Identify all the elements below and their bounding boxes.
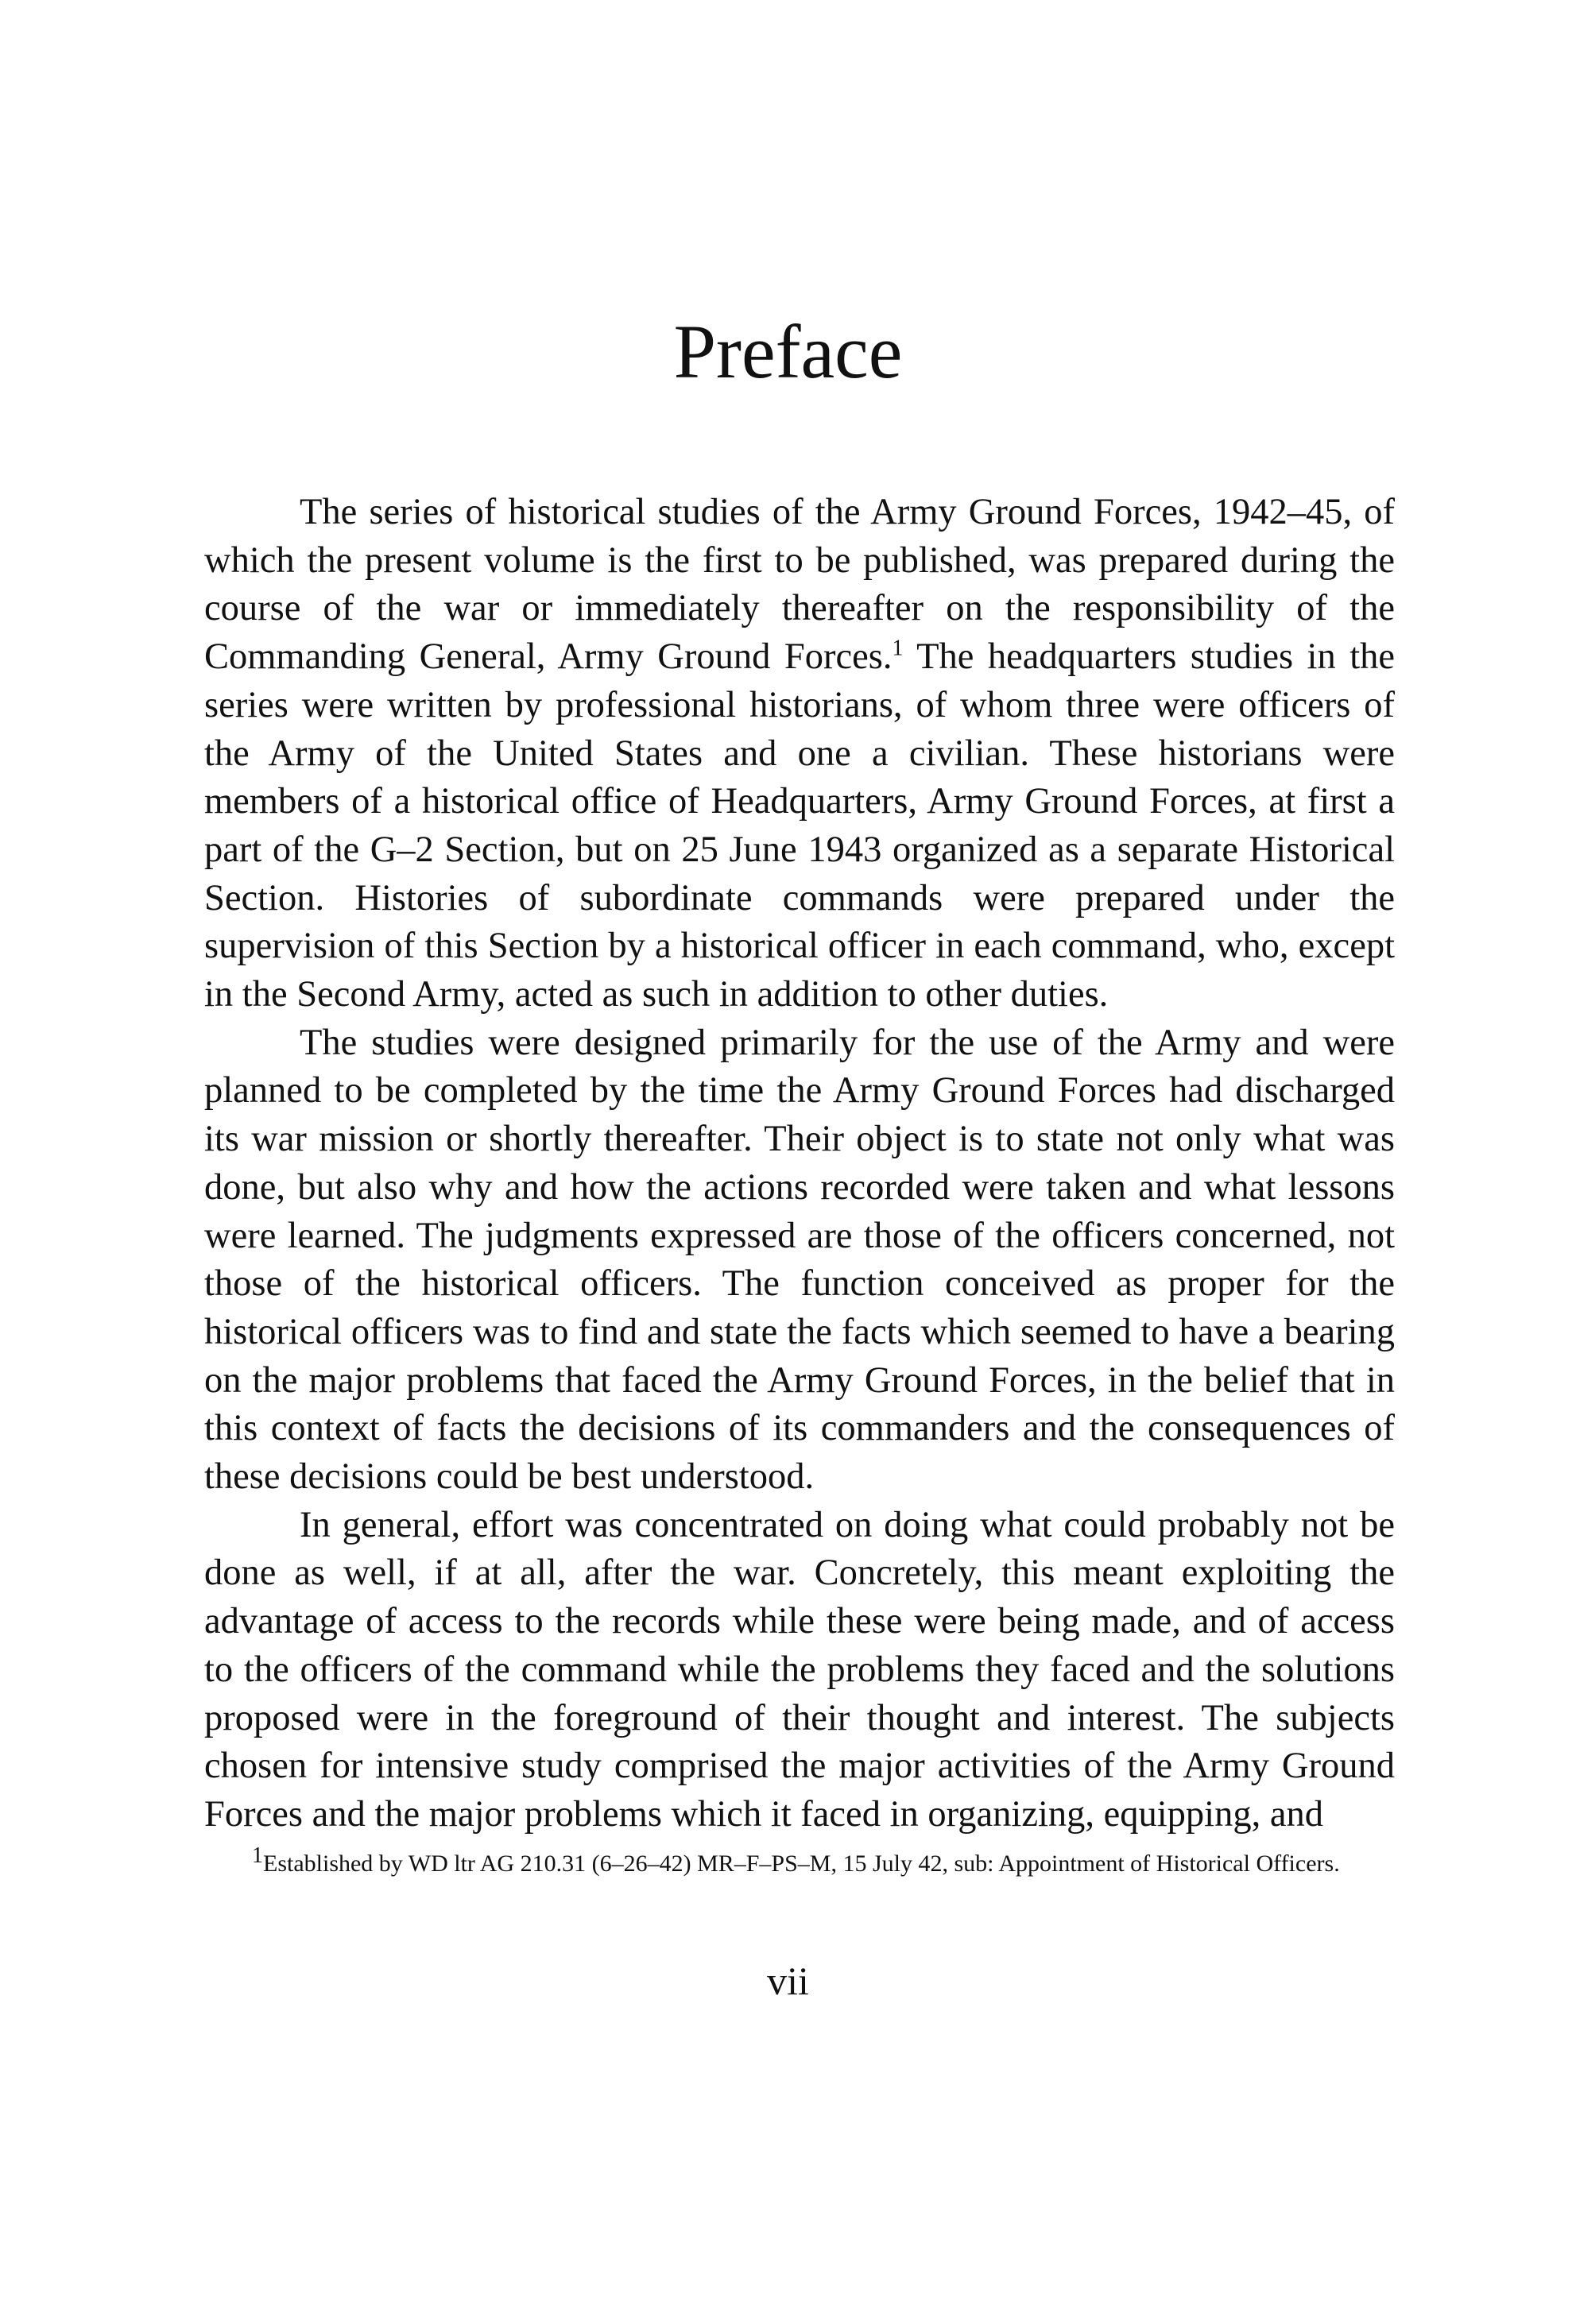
paragraph-1 <box>204 489 1395 1019</box>
paragraph-3: In general, effort was concentrated on doing what could probably not be done as well, if at all, after the war. Concretely, this meant exploiting the advantage of access to the records while these were being made, and of access to the officers of the command while the problems they faced and the solutions proposed were in the foreground of their thought and interest. The subjects chosen for intensive study comprised the major activities of the Army Ground Forces and the major problems which it faced in organizing, equipping, and <box>204 1504 1395 1835</box>
paragraph-2: The studies were designed primarily for the use of the Army and were planned to be completed by the time the Army Ground Forces had discharged its war mission or shortly thereafter. Their object is to state not only what was done, but also why and how the actions recorded were taken and what lessons were learned. The judgments expressed are those of the officers concerned, not those of the historical officers. The function conceived as proper for the historical officers was to find and state the facts which seemed to have a bearing on the major problems that faced the Army Ground Forces, in the belief that in this context of facts the decisions of its commanders and the consequences of these decisions could be best understood. <box>204 1022 1395 1498</box>
body-text <box>204 489 1395 1839</box>
paragraph-1-part-b: The headquarters studies in the series were written by professional historians, of whom three were officers of the Army of the United States and one a civilian. These historians were members of a historical office of Headquarters, Army Ground Forces, at first a part of the G–2 Section, but on 25 June 1943 organized as a separate Historical Section. Histories of subordinate commands were prepared under the supervision of this Section by a historical officer in each command, who, except in the Second Army, acted as such in addition to other duties. <box>204 636 1395 1015</box>
footnote <box>204 1843 1395 1880</box>
footnote-marker: 1 <box>252 1843 263 1868</box>
page-title: Preface <box>673 309 903 394</box>
footnote-reference: 1 <box>892 636 904 661</box>
footnote-text: Established by WD ltr AG 210.31 (6–26–42) MR–F–PS–M, 15 July 42, sub: Appointment of Historical Officers. <box>263 1850 1340 1877</box>
page-number: vii <box>767 1959 809 2003</box>
paragraph-1-part-a: The series of historical studies of the Army Ground Forces, 1942–45, of which the present volume is the first to be published, was prepared during the course of the war or immediately thereafter on the responsibility of the Commanding General, Army Ground Forces. <box>204 492 1395 678</box>
